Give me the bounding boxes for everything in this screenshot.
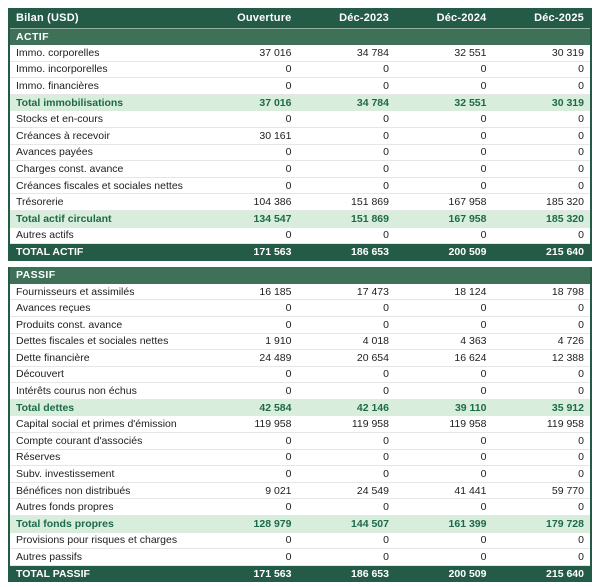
table-row — [10, 284, 590, 301]
row-value: 41 441 — [454, 484, 487, 497]
row-label: Dettes fiscales et sociales nettes — [16, 335, 169, 348]
row-value: 16 624 — [454, 351, 487, 364]
subtotal-row — [10, 95, 590, 112]
row-value: 0 — [285, 63, 292, 76]
row-label: Créances à recevoir — [16, 129, 110, 142]
row-value: 0 — [285, 79, 292, 92]
row-label: Intérêts courus non échus — [16, 385, 137, 398]
row-value: 17 473 — [356, 285, 389, 298]
row-value: 0 — [578, 534, 584, 547]
row-value: 171 563 — [253, 246, 292, 259]
row-value: 0 — [578, 162, 584, 175]
row-label: Immo. incorporelles — [16, 63, 108, 76]
row-value: 0 — [480, 534, 487, 547]
row-value: 0 — [578, 468, 584, 481]
row-value: 0 — [578, 113, 584, 126]
row-value: 0 — [285, 162, 292, 175]
row-value: 0 — [383, 468, 389, 481]
row-value: 0 — [383, 501, 389, 514]
row-value: 0 — [578, 146, 584, 159]
row-value: 186 653 — [351, 568, 389, 581]
row-value: 0 — [480, 146, 487, 159]
row-label: Capital social et primes d'émission — [16, 418, 177, 431]
table-row — [10, 45, 590, 62]
table-row — [10, 128, 590, 145]
table-row — [10, 194, 590, 211]
row-value: 0 — [578, 63, 584, 76]
table-row — [10, 78, 590, 95]
row-value: 12 388 — [551, 351, 584, 364]
table-row — [10, 499, 590, 516]
row-value: 0 — [383, 162, 389, 175]
row-value: 0 — [480, 129, 487, 142]
row-value: 0 — [383, 534, 389, 547]
row-value: 42 584 — [259, 402, 292, 415]
row-value: 4 726 — [557, 335, 584, 348]
row-value: 39 110 — [454, 402, 487, 415]
table-row — [10, 178, 590, 195]
row-label: Total dettes — [16, 402, 75, 415]
row-value: 59 770 — [551, 484, 584, 497]
subtotal-row — [10, 211, 590, 228]
table-row — [10, 317, 590, 334]
row-value: 200 509 — [448, 568, 487, 581]
row-value: 0 — [480, 229, 487, 242]
row-value: 0 — [578, 385, 584, 398]
row-value: 0 — [285, 179, 292, 192]
row-value: 0 — [578, 451, 584, 464]
row-label: Avances payées — [16, 146, 93, 159]
row-value: 20 654 — [356, 351, 389, 364]
row-value: 0 — [578, 302, 584, 315]
row-label: Autres passifs — [16, 551, 82, 564]
row-value: 24 549 — [356, 484, 389, 497]
row-value: 215 640 — [546, 568, 584, 581]
table-row — [10, 334, 590, 351]
row-value: 0 — [480, 179, 487, 192]
row-value: 0 — [285, 318, 292, 331]
row-value: 0 — [383, 63, 389, 76]
row-label: Total immobilisations — [16, 97, 124, 110]
row-value: 37 016 — [259, 46, 292, 59]
row-label: Bénéfices non distribués — [16, 484, 131, 497]
row-value: 24 489 — [259, 351, 292, 364]
row-label: Stocks et en-cours — [16, 113, 103, 126]
subtotal-row — [10, 400, 590, 417]
row-label: Charges const. avance — [16, 162, 124, 175]
row-value: 0 — [578, 129, 584, 142]
row-value: 37 016 — [259, 97, 292, 110]
row-value: 0 — [480, 451, 487, 464]
row-value: 0 — [285, 385, 292, 398]
row-label: Produits const. avance — [16, 318, 123, 331]
row-label: Avances reçues — [16, 302, 91, 315]
row-label: Dette financière — [16, 351, 90, 364]
row-value: 0 — [285, 451, 292, 464]
actif-table — [8, 8, 592, 261]
row-value: 0 — [480, 501, 487, 514]
row-value: 171 563 — [253, 568, 292, 581]
row-value: 0 — [383, 302, 389, 315]
row-label: Fournisseurs et assimilés — [16, 285, 135, 298]
row-value: 0 — [578, 368, 584, 381]
row-value: 185 320 — [546, 213, 584, 226]
row-label: Immo. financières — [16, 79, 99, 92]
section-header-actif: ACTIF — [10, 28, 590, 45]
row-value: 30 161 — [259, 129, 292, 142]
row-value: 0 — [578, 434, 584, 447]
row-value: 42 146 — [356, 402, 389, 415]
row-value: 0 — [480, 551, 487, 564]
row-value: 1 910 — [265, 335, 292, 348]
row-label: Total actif circulant — [16, 213, 112, 226]
table-row — [10, 450, 590, 467]
table-row — [10, 367, 590, 384]
row-value: 0 — [285, 146, 292, 159]
row-value: 0 — [578, 551, 584, 564]
row-value: 0 — [285, 368, 292, 381]
row-value: 4 018 — [362, 335, 389, 348]
column-header-dec-2025: Déc-2025 — [534, 12, 584, 24]
row-value: 0 — [578, 501, 584, 514]
table-header — [10, 8, 590, 28]
row-value: 0 — [285, 113, 292, 126]
row-value: 0 — [383, 129, 389, 142]
passif-table — [8, 267, 592, 583]
row-value: 0 — [383, 113, 389, 126]
row-label: Autres actifs — [16, 229, 74, 242]
row-value: 0 — [285, 501, 292, 514]
table-row — [10, 161, 590, 178]
row-value: 0 — [578, 318, 584, 331]
table-row — [10, 466, 590, 483]
table-row — [10, 145, 590, 162]
row-value: 0 — [480, 113, 487, 126]
row-value: 0 — [285, 468, 292, 481]
column-header-ouverture: Ouverture — [237, 12, 292, 24]
row-value: 0 — [578, 179, 584, 192]
row-label: Total fonds propres — [16, 518, 114, 531]
row-value: 119 958 — [546, 418, 584, 431]
table-row — [10, 533, 590, 550]
row-value: 0 — [383, 368, 389, 381]
row-value: 0 — [480, 434, 487, 447]
row-value: 0 — [480, 318, 487, 331]
row-label: TOTAL PASSIF — [16, 568, 90, 581]
table-row — [10, 549, 590, 566]
table-row — [10, 62, 590, 79]
row-value: 144 507 — [351, 518, 389, 531]
actif-rows — [10, 45, 590, 261]
row-value: 32 551 — [454, 46, 487, 59]
row-value: 0 — [383, 318, 389, 331]
header-title: Bilan (USD) — [16, 12, 79, 24]
row-value: 0 — [578, 229, 584, 242]
row-label: TOTAL ACTIF — [16, 246, 84, 259]
row-value: 9 021 — [265, 484, 292, 497]
row-value: 0 — [383, 434, 389, 447]
grand-total-row — [10, 566, 590, 583]
row-label: Découvert — [16, 368, 64, 381]
row-value: 34 784 — [356, 46, 389, 59]
row-label: Trésorerie — [16, 196, 64, 209]
table-row — [10, 228, 590, 245]
row-value: 185 320 — [546, 196, 584, 209]
row-value: 0 — [383, 551, 389, 564]
row-value: 0 — [480, 302, 487, 315]
subtotal-row — [10, 516, 590, 533]
row-value: 0 — [480, 468, 487, 481]
row-value: 167 958 — [448, 196, 487, 209]
row-value: 30 319 — [551, 97, 584, 110]
row-value: 18 124 — [454, 285, 487, 298]
row-value: 0 — [480, 385, 487, 398]
row-value: 151 869 — [351, 213, 389, 226]
row-value: 0 — [480, 63, 487, 76]
row-value: 0 — [285, 434, 292, 447]
row-value: 167 958 — [448, 213, 487, 226]
table-row — [10, 300, 590, 317]
row-value: 186 653 — [351, 246, 389, 259]
column-header-dec-2023: Déc-2023 — [339, 12, 389, 24]
row-label: Provisions pour risques et charges — [16, 534, 178, 547]
row-value: 32 551 — [454, 97, 487, 110]
row-label: Réserves — [16, 451, 61, 464]
row-value: 179 728 — [546, 518, 584, 531]
table-row — [10, 483, 590, 500]
column-header-dec-2024: Déc-2024 — [436, 12, 487, 24]
row-value: 0 — [383, 79, 389, 92]
row-value: 0 — [285, 229, 292, 242]
row-value: 151 869 — [351, 196, 389, 209]
row-value: 35 912 — [551, 402, 584, 415]
row-value: 119 958 — [254, 418, 292, 431]
row-value: 215 640 — [546, 246, 584, 259]
section-header-passif: PASSIF — [10, 267, 590, 284]
row-value: 0 — [480, 79, 487, 92]
row-value: 4 363 — [460, 335, 487, 348]
row-value: 18 798 — [551, 285, 584, 298]
row-value: 34 784 — [356, 97, 389, 110]
row-value: 128 979 — [253, 518, 292, 531]
row-value: 0 — [578, 79, 584, 92]
table-row — [10, 350, 590, 367]
table-row — [10, 383, 590, 400]
row-value: 0 — [285, 302, 292, 315]
row-value: 0 — [383, 385, 389, 398]
row-value: 119 958 — [351, 418, 389, 431]
row-value: 0 — [285, 534, 292, 547]
table-row — [10, 416, 590, 433]
row-value: 0 — [383, 229, 389, 242]
row-value: 161 399 — [448, 518, 487, 531]
row-value: 30 319 — [551, 46, 584, 59]
row-value: 104 386 — [253, 196, 292, 209]
row-label: Immo. corporelles — [16, 46, 100, 59]
row-value: 119 958 — [449, 418, 487, 431]
row-value: 0 — [383, 146, 389, 159]
row-value: 0 — [383, 179, 389, 192]
grand-total-row — [10, 244, 590, 261]
row-value: 0 — [480, 368, 487, 381]
row-label: Compte courant d'associés — [16, 434, 143, 447]
row-label: Subv. investissement — [16, 468, 115, 481]
row-value: 0 — [383, 451, 389, 464]
row-value: 134 547 — [253, 213, 292, 226]
row-value: 0 — [285, 551, 292, 564]
table-row — [10, 111, 590, 128]
row-value: 0 — [480, 162, 487, 175]
table-row — [10, 433, 590, 450]
row-label: Créances fiscales et sociales nettes — [16, 179, 183, 192]
row-value: 200 509 — [448, 246, 487, 259]
passif-rows — [10, 284, 590, 583]
row-value: 16 185 — [259, 285, 292, 298]
row-label: Autres fonds propres — [16, 501, 114, 514]
